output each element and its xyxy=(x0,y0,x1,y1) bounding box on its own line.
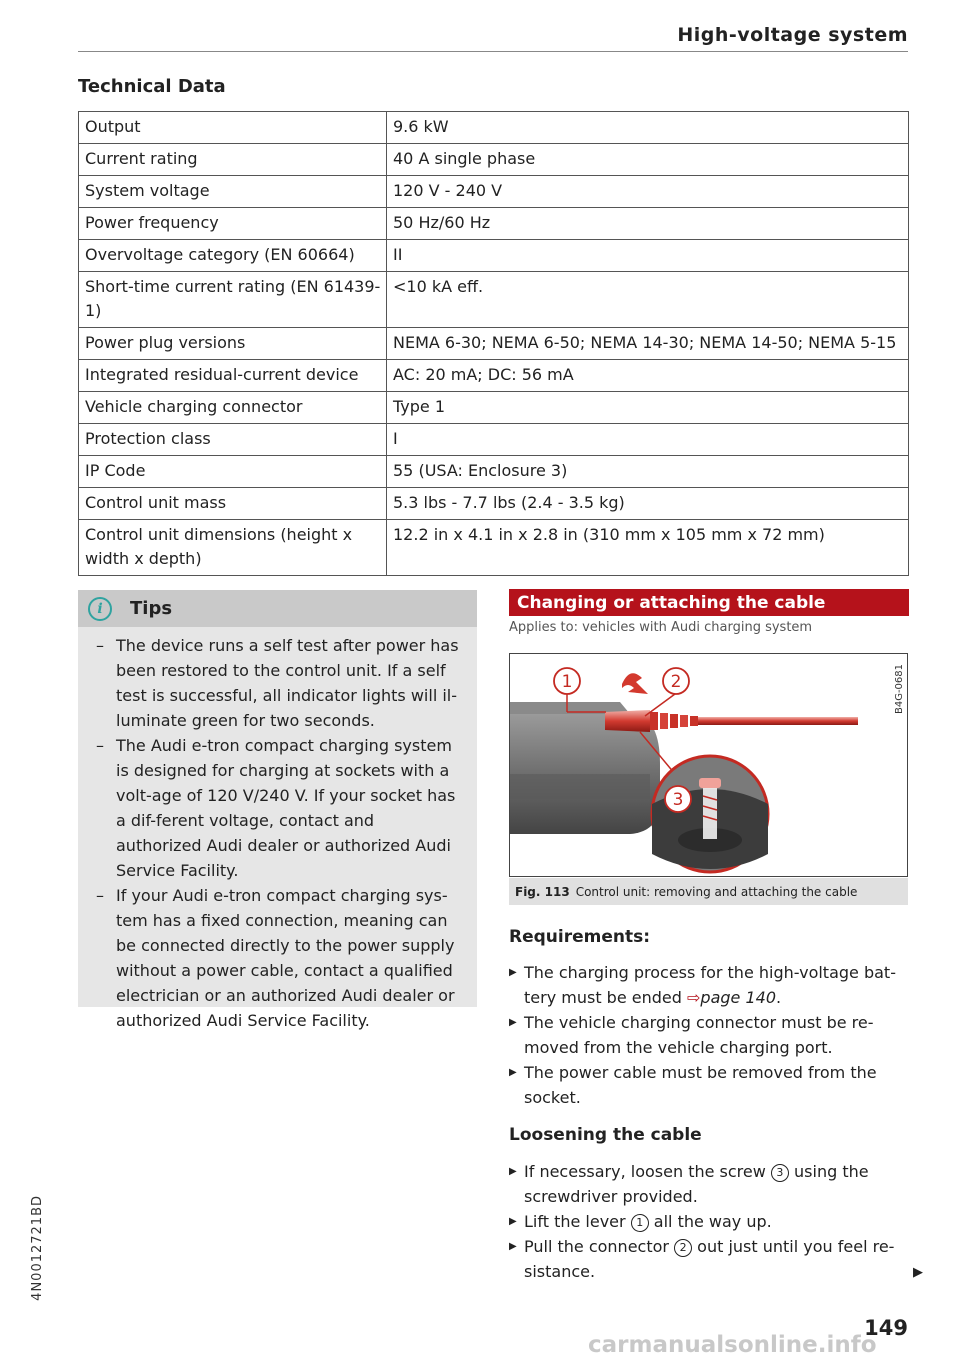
power-cable xyxy=(698,717,858,725)
table-row xyxy=(79,240,909,272)
table-row xyxy=(79,144,909,176)
tips-header xyxy=(78,590,477,627)
spec-label: Power frequency xyxy=(79,208,387,240)
callout-label: 3 xyxy=(672,790,684,810)
requirements-list xyxy=(509,960,909,1110)
table-row xyxy=(79,424,909,456)
spec-value: 9.6 kW xyxy=(387,112,909,144)
technical-data-title: Technical Data xyxy=(78,76,226,97)
spec-label: Output xyxy=(79,112,387,144)
continue-arrow-icon: ▶ xyxy=(913,1265,923,1280)
loosening-step: ▶ Pull the connector 2 out just until you feel re-sistance. xyxy=(509,1234,909,1284)
connector-plug xyxy=(605,710,650,732)
tips-title: Tips xyxy=(130,598,173,619)
table-row xyxy=(79,328,909,360)
table-row xyxy=(79,456,909,488)
tips-list xyxy=(78,627,477,1033)
spec-label: Protection class xyxy=(79,424,387,456)
applies-to-note: Applies to: vehicles with Audi charging system xyxy=(509,620,813,635)
figure-caption-text: Control unit: removing and attaching the cable xyxy=(575,884,858,899)
callout-ref: 2 xyxy=(674,1239,692,1257)
callout-ref: 3 xyxy=(771,1164,789,1182)
spec-label: Control unit dimensions (height x width x depth) xyxy=(79,520,387,576)
spec-label: Control unit mass xyxy=(79,488,387,520)
spec-value: Type 1 xyxy=(387,392,909,424)
spec-label: System voltage xyxy=(79,176,387,208)
table-row xyxy=(79,208,909,240)
table-row xyxy=(79,272,909,328)
spec-label: IP Code xyxy=(79,456,387,488)
spec-value: 55 (USA: Enclosure 3) xyxy=(387,456,909,488)
tip-item: – The device runs a self test after power has been restored to the control unit. If a self test is successful, all indicator lights will il-luminate green for two seconds. xyxy=(88,633,463,733)
spec-value: <10 kA eff. xyxy=(387,272,909,328)
loosening-step: ▶ If necessary, loosen the screw 3 using the screwdriver provided. xyxy=(509,1159,909,1209)
screw-icon xyxy=(703,784,717,839)
loosening-title: Loosening the cable xyxy=(509,1125,702,1145)
table-row xyxy=(79,112,909,144)
page-number: 149 xyxy=(864,1316,908,1340)
spec-label: Vehicle charging connector xyxy=(79,392,387,424)
spec-value: 12.2 in x 4.1 in x 2.8 in (310 mm x 105 mm x 72 mm) xyxy=(387,520,909,576)
figure-code: B4G-0681 xyxy=(894,664,905,715)
table-row xyxy=(79,360,909,392)
spec-label: Overvoltage category (EN 60664) xyxy=(79,240,387,272)
page-reference-link[interactable]: page 140 xyxy=(700,988,776,1007)
spec-value: 50 Hz/60 Hz xyxy=(387,208,909,240)
header-divider xyxy=(78,51,908,52)
spec-label: Current rating xyxy=(79,144,387,176)
spec-value: I xyxy=(387,424,909,456)
cable-section-title: Changing or attaching the cable xyxy=(509,589,909,616)
callout-label: 2 xyxy=(670,672,682,692)
spec-label: Power plug versions xyxy=(79,328,387,360)
table-row xyxy=(79,176,909,208)
spec-value: 40 A single phase xyxy=(387,144,909,176)
figure-caption xyxy=(509,878,908,905)
spec-value: II xyxy=(387,240,909,272)
table-row xyxy=(79,392,909,424)
requirement-item: ▶ The vehicle charging connector must be re-moved from the vehicle charging port. xyxy=(509,1010,909,1060)
tip-item: – If your Audi e-tron compact charging sys-tem has a fixed connection, meaning can be connected directly to the power supply without a power cable, contact a qualified electrician or an authorized Audi dealer or authorized Audi Service Facility. xyxy=(88,883,463,1033)
requirement-item: ▶ The charging process for the high-voltage bat-tery must be ended ⇨page 140. xyxy=(509,960,909,1010)
control-unit-illustration xyxy=(510,654,908,877)
spec-value: 5.3 lbs - 7.7 lbs (2.4 - 3.5 kg) xyxy=(387,488,909,520)
document-code: 4N0012721BD xyxy=(30,1195,45,1301)
loosening-step: ▶ Lift the lever 1 all the way up. xyxy=(509,1209,909,1234)
figure-number: Fig. 113 xyxy=(515,884,570,899)
callout-ref: 1 xyxy=(631,1214,649,1232)
spec-value: AC: 20 mA; DC: 56 mA xyxy=(387,360,909,392)
technical-data-table xyxy=(78,111,909,576)
spec-label: Integrated residual-current device xyxy=(79,360,387,392)
section-header: High-voltage system xyxy=(677,24,908,46)
callout-label: 1 xyxy=(561,672,573,692)
loosening-steps xyxy=(509,1159,909,1284)
requirements-title: Requirements: xyxy=(509,927,651,947)
table-row xyxy=(79,488,909,520)
requirement-item: ▶ The power cable must be removed from the socket. xyxy=(509,1060,909,1110)
tip-item: – The Audi e-tron compact charging system is designed for charging at sockets with a volt-age of 120 V/240 V. If your socket has a dif-ferent voltage, contact and authorized Audi dealer or authorized Audi Service Facility. xyxy=(88,733,463,883)
spec-value: 120 V - 240 V xyxy=(387,176,909,208)
watermark: carmanualsonline.info xyxy=(588,1332,877,1358)
spec-value: NEMA 6-30; NEMA 6-50; NEMA 14-30; NEMA 14-50; NEMA 5-15 xyxy=(387,328,909,360)
table-row xyxy=(79,520,909,576)
figure-control-unit xyxy=(509,653,908,877)
spec-label: Short-time current rating (EN 61439-1) xyxy=(79,272,387,328)
info-icon: i xyxy=(88,597,112,621)
page-reference-arrow-icon: ⇨ xyxy=(687,988,701,1007)
tips-box xyxy=(78,590,477,1030)
